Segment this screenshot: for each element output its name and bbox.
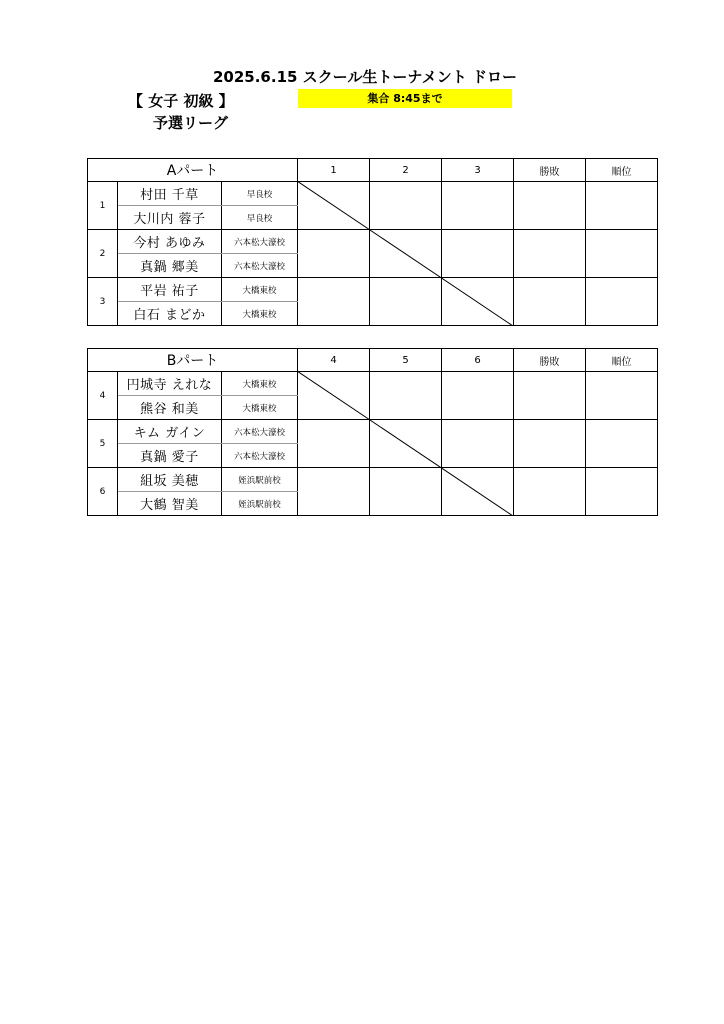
player-name: 大川内 蓉子 — [118, 206, 222, 230]
team-number: 1 — [88, 182, 118, 230]
rank-cell[interactable] — [586, 230, 658, 278]
score-cell[interactable] — [442, 182, 514, 230]
rank-cell[interactable] — [586, 278, 658, 326]
score-cell[interactable] — [370, 468, 442, 516]
score-cell[interactable] — [370, 230, 442, 278]
player-name: 村田 千草 — [118, 182, 222, 206]
column-header: 勝敗 — [514, 159, 586, 182]
player-school: 姪浜駅前校 — [222, 492, 298, 516]
table-row — [88, 372, 658, 396]
column-header: 6 — [442, 349, 514, 372]
player-school: 姪浜駅前校 — [222, 468, 298, 492]
score-cell[interactable] — [442, 230, 514, 278]
score-cell[interactable] — [370, 420, 442, 468]
player-name: 今村 あゆみ — [118, 230, 222, 254]
player-school: 六本松大濠校 — [222, 444, 298, 468]
win-loss-cell[interactable] — [514, 230, 586, 278]
team-number: 4 — [88, 372, 118, 420]
score-cell[interactable] — [442, 420, 514, 468]
table-row — [88, 420, 658, 444]
player-school: 早良校 — [222, 182, 298, 206]
column-header: 2 — [370, 159, 442, 182]
score-cell[interactable] — [370, 278, 442, 326]
part-label: Bパート — [88, 349, 298, 372]
column-header: 順位 — [586, 159, 658, 182]
team-number: 3 — [88, 278, 118, 326]
player-school: 大橋東校 — [222, 372, 298, 396]
draw-table-a — [87, 158, 658, 326]
table-row — [88, 278, 658, 302]
player-school: 早良校 — [222, 206, 298, 230]
team-number: 6 — [88, 468, 118, 516]
rank-cell[interactable] — [586, 420, 658, 468]
rank-cell[interactable] — [586, 182, 658, 230]
player-name: 白石 まどか — [118, 302, 222, 326]
team-number: 2 — [88, 230, 118, 278]
column-header: 順位 — [586, 349, 658, 372]
category-label: 【 女子 初級 】 — [128, 92, 234, 110]
player-name: 熊谷 和美 — [118, 396, 222, 420]
team-number: 5 — [88, 420, 118, 468]
table-header-row — [88, 349, 658, 372]
player-school: 六本松大濠校 — [222, 254, 298, 278]
win-loss-cell[interactable] — [514, 278, 586, 326]
table-row — [88, 182, 658, 206]
league-label: 予選リーグ — [153, 114, 229, 132]
column-header: 4 — [298, 349, 370, 372]
win-loss-cell[interactable] — [514, 468, 586, 516]
draw-table-b — [87, 348, 658, 516]
score-cell[interactable] — [298, 468, 370, 516]
table-row — [88, 468, 658, 492]
score-cell[interactable] — [370, 372, 442, 420]
player-name: 真鍋 郷美 — [118, 254, 222, 278]
table-row — [88, 230, 658, 254]
player-school: 六本松大濠校 — [222, 230, 298, 254]
player-name: 円城寺 えれな — [118, 372, 222, 396]
score-cell[interactable] — [442, 372, 514, 420]
win-loss-cell[interactable] — [514, 182, 586, 230]
player-school: 大橋東校 — [222, 396, 298, 420]
rank-cell[interactable] — [586, 468, 658, 516]
page-title: 2025.6.15 スクール生トーナメント ドロー — [212, 68, 517, 86]
part-label: Aパート — [88, 159, 298, 182]
column-header: 勝敗 — [514, 349, 586, 372]
score-cell[interactable] — [298, 182, 370, 230]
player-school: 大橋東校 — [222, 278, 298, 302]
player-name: 組坂 美穂 — [118, 468, 222, 492]
win-loss-cell[interactable] — [514, 372, 586, 420]
assembly-time-banner: 集合 8:45まで — [298, 89, 512, 108]
score-cell[interactable] — [442, 468, 514, 516]
column-header: 1 — [298, 159, 370, 182]
player-school: 六本松大濠校 — [222, 420, 298, 444]
score-cell[interactable] — [370, 182, 442, 230]
column-header: 5 — [370, 349, 442, 372]
score-cell[interactable] — [298, 230, 370, 278]
rank-cell[interactable] — [586, 372, 658, 420]
score-cell[interactable] — [442, 278, 514, 326]
score-cell[interactable] — [298, 278, 370, 326]
score-cell[interactable] — [298, 372, 370, 420]
player-name: 真鍋 愛子 — [118, 444, 222, 468]
table-header-row — [88, 159, 658, 182]
player-name: キム ガイン — [118, 420, 222, 444]
score-cell[interactable] — [298, 420, 370, 468]
win-loss-cell[interactable] — [514, 420, 586, 468]
player-school: 大橋東校 — [222, 302, 298, 326]
player-name: 大鶴 智美 — [118, 492, 222, 516]
player-name: 平岩 祐子 — [118, 278, 222, 302]
column-header: 3 — [442, 159, 514, 182]
